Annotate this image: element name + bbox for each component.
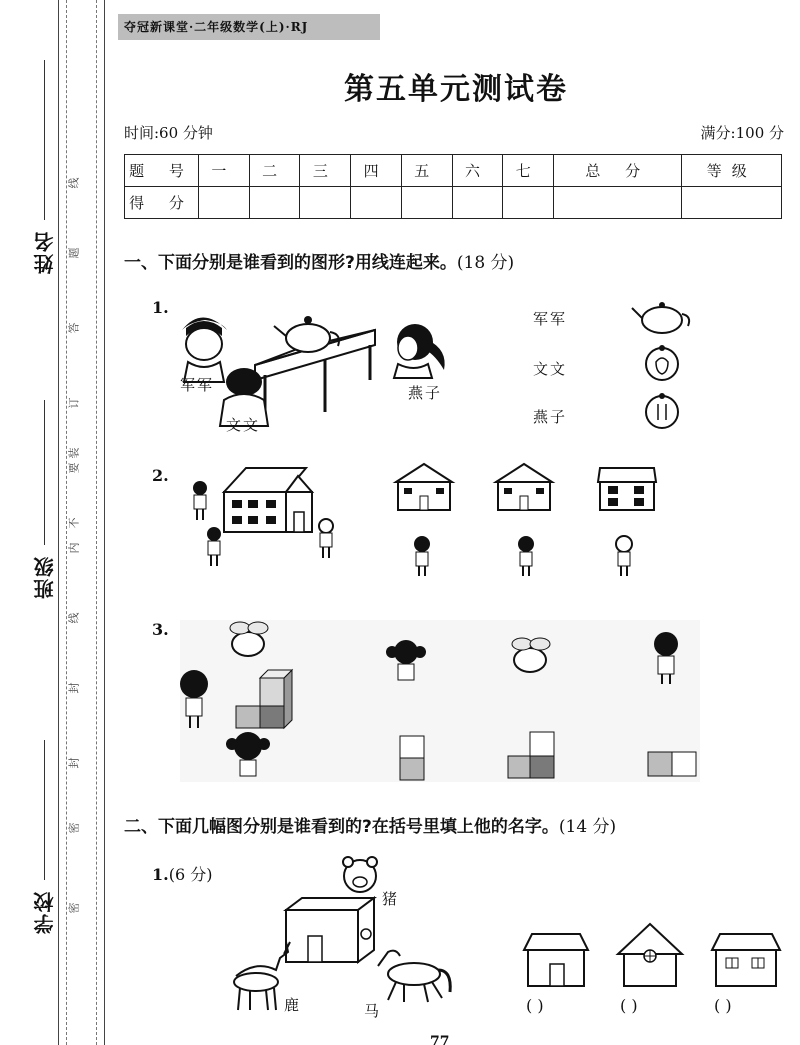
cut-mark: 封	[67, 757, 81, 769]
score-entry-cell[interactable]	[503, 187, 554, 219]
question-points: (6 分)	[168, 865, 213, 884]
animal-label-pig: 猪	[382, 890, 400, 908]
cut-mark: 答	[67, 322, 81, 334]
answer-blank-3[interactable]: ( )	[714, 996, 732, 1015]
cut-mark: 内	[67, 542, 81, 554]
name-label: 姓名	[33, 230, 57, 274]
table-cell: 二	[249, 155, 300, 187]
cut-mark: 要	[67, 462, 81, 474]
score-entry-cell[interactable]	[199, 187, 250, 219]
scene-label-junjun: 军军	[180, 376, 215, 394]
question-number	[152, 862, 212, 885]
section-1-title: 一、下面分别是谁看到的图形?用线连起来。	[124, 253, 457, 273]
answer-blank-2[interactable]: ( )	[620, 996, 638, 1015]
table-cell: 总 分	[554, 155, 682, 187]
score-table-score-row	[125, 187, 782, 219]
children-figures	[408, 534, 648, 584]
binding-dashed-line	[96, 0, 97, 1045]
q3-illustration	[176, 616, 706, 786]
table-cell: 题 号	[125, 155, 199, 187]
scene-label-wenwen: 文文	[226, 416, 261, 434]
time-limit: 时间:60 分钟	[124, 124, 213, 142]
school-write-line	[44, 740, 45, 880]
match-name: 燕子	[533, 408, 568, 426]
teapot-views	[636, 296, 696, 436]
question-number: 2.	[152, 466, 169, 485]
score-table	[124, 154, 782, 219]
q1-scene-illustration	[170, 300, 460, 440]
q2-scene-illustration	[186, 462, 346, 572]
cut-mark: 线	[67, 177, 81, 189]
table-cell: 三	[300, 155, 351, 187]
table-cell: 七	[503, 155, 554, 187]
score-table-header-row	[125, 155, 782, 187]
cut-mark: 线	[67, 612, 81, 624]
match-name: 军军	[533, 310, 568, 328]
full-score: 满分:100 分	[700, 124, 784, 142]
section-2-title: 二、下面几幅图分别是谁看到的?在括号里填上他的名字。	[124, 817, 559, 837]
question-number-text: 1.	[152, 865, 169, 884]
school-label: 学校	[33, 890, 57, 934]
class-label: 班级	[33, 555, 57, 599]
score-entry-cell[interactable]	[682, 187, 782, 219]
table-cell: 得 分	[125, 187, 199, 219]
farm-scene-illustration	[228, 858, 468, 1018]
table-cell: 五	[401, 155, 452, 187]
score-entry-cell[interactable]	[554, 187, 682, 219]
scene-label-yanzi: 燕子	[408, 384, 443, 402]
score-entry-cell[interactable]	[249, 187, 300, 219]
animal-label-deer: 鹿	[284, 996, 302, 1014]
match-name: 文文	[533, 360, 568, 378]
score-entry-cell[interactable]	[401, 187, 452, 219]
question-number: 3.	[152, 620, 169, 639]
section-1-heading	[124, 248, 514, 273]
answer-blank-1[interactable]: ( )	[526, 996, 544, 1015]
section-2-points: (14 分)	[558, 817, 617, 837]
house-views	[390, 462, 670, 522]
score-entry-cell[interactable]	[351, 187, 402, 219]
class-write-line	[44, 400, 45, 545]
binding-line	[104, 0, 105, 1045]
animal-label-horse: 马	[364, 1002, 382, 1020]
table-cell: 六	[452, 155, 503, 187]
page-number: 77	[430, 1034, 450, 1045]
question-number: 1.	[152, 298, 169, 317]
cut-mark: 装	[67, 447, 81, 459]
cut-mark: 订	[67, 397, 81, 409]
table-cell: 等级	[682, 155, 782, 187]
cut-mark: 封	[67, 682, 81, 694]
cut-mark: 密	[67, 902, 81, 914]
cut-mark: 题	[67, 247, 81, 259]
series-tag: 夺冠新课堂·二年级数学(上)·RJ	[118, 14, 380, 40]
answer-house-views	[520, 922, 782, 988]
section-2-heading	[124, 812, 616, 837]
cut-mark: 不	[67, 517, 81, 529]
binding-margin	[0, 0, 112, 1045]
table-cell: 一	[199, 155, 250, 187]
page-title: 第五单元测试卷	[344, 72, 568, 107]
score-entry-cell[interactable]	[452, 187, 503, 219]
table-cell: 四	[351, 155, 402, 187]
section-1-points: (18 分)	[456, 253, 515, 273]
score-entry-cell[interactable]	[300, 187, 351, 219]
binding-line	[58, 0, 59, 1045]
cut-mark: 密	[67, 822, 81, 834]
